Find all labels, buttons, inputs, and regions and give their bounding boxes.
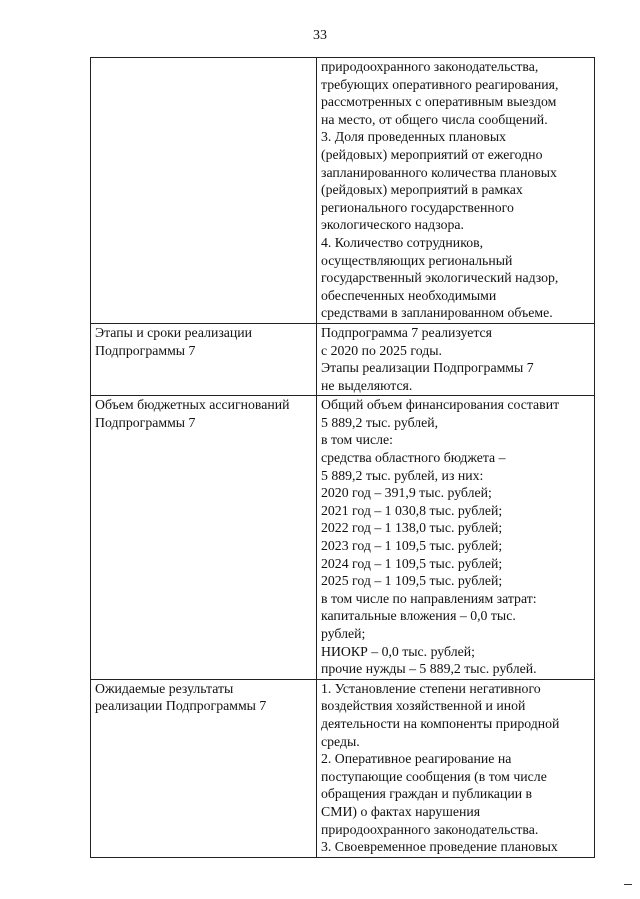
text-line: Подпрограммы 7 (95, 342, 196, 358)
text-line: СМИ) о фактах нарушения (321, 803, 481, 819)
row-value-cell (317, 323, 595, 395)
text-line: в том числе по направлениям затрат: (321, 590, 537, 606)
text-line: 2021 год – 1 030,8 тыс. рублей; (321, 502, 503, 518)
page-edge-mark (624, 884, 632, 885)
text-line: с 2020 по 2025 годы. (321, 342, 442, 358)
text-line: (рейдовых) мероприятий от ежегодно (321, 146, 543, 162)
text-line: поступающие сообщения (в том числе (321, 768, 547, 784)
text-line: Подпрограммы 7 (95, 414, 196, 430)
row-label-cell (91, 679, 317, 857)
text-line: капитальные вложения – 0,0 тыс. (321, 608, 516, 624)
text-line: рассмотренных с оперативным выездом (321, 94, 557, 110)
row-value-cell (317, 58, 595, 324)
text-line: экологического надзора. (321, 217, 464, 233)
text-line: обеспеченных необходимыми (321, 287, 497, 303)
text-line: среды. (321, 733, 360, 749)
text-line: деятельности на компоненты природной (321, 715, 560, 731)
table-row-indicators (91, 58, 595, 324)
text-line: Подпрограмма 7 реализуется (321, 324, 493, 340)
table-row-stages (91, 323, 595, 395)
text-line: в том числе: (321, 432, 393, 448)
text-line: запланированного количества плановых (321, 164, 557, 180)
text-line: природоохранного законодательства, (321, 59, 539, 74)
text-line: НИОКР – 0,0 тыс. рублей; (321, 643, 475, 659)
text-line: 5 889,2 тыс. рублей, (321, 414, 439, 430)
text-line: воздействия хозяйственной и иной (321, 698, 526, 714)
text-line: прочие нужды – 5 889,2 тыс. рублей. (321, 661, 537, 677)
text-line: 2. Оперативное реагирование на (321, 751, 512, 767)
text-line: 2024 год – 1 109,5 тыс. рублей; (321, 555, 503, 571)
row-value-cell (317, 679, 595, 857)
passport-table (90, 57, 595, 858)
table-row-budget (91, 396, 595, 680)
text-line: Ожидаемые результаты (95, 680, 234, 696)
text-line: 1. Установление степени негативного (321, 680, 541, 696)
text-line: 2023 год – 1 109,5 тыс. рублей; (321, 538, 503, 554)
text-line: 2022 год – 1 138,0 тыс. рублей; (321, 520, 503, 536)
text-line: 2025 год – 1 109,5 тыс. рублей; (321, 573, 503, 589)
text-line: регионального государственного (321, 199, 514, 215)
text-line: на место, от общего числа сообщений. (321, 111, 548, 127)
text-line: 3. Своевременное проведение плановых (321, 839, 558, 855)
text-line: 4. Количество сотрудников, (321, 234, 484, 250)
text-line: 5 889,2 тыс. рублей, из них: (321, 467, 484, 483)
text-line: средствами в запланированном объеме. (321, 305, 553, 321)
text-line: природоохранного законодательства. (321, 821, 539, 837)
text-line: 2020 год – 391,9 тыс. рублей; (321, 485, 492, 501)
text-line: (рейдовых) мероприятий в рамках (321, 182, 523, 198)
row-label-cell (91, 58, 317, 324)
text-line: 3. Доля проведенных плановых (321, 129, 507, 145)
text-line: реализации Подпрограммы 7 (95, 698, 267, 714)
text-line: государственный экологический надзор, (321, 270, 559, 286)
row-label-cell (91, 396, 317, 680)
text-line: Этапы и сроки реализации (95, 324, 253, 340)
text-line: осуществляющих региональный (321, 252, 513, 268)
text-line: рублей; (321, 626, 366, 641)
page-number: 33 (313, 28, 327, 43)
text-line: средства областного бюджета – (321, 450, 506, 466)
row-value-cell (317, 396, 595, 680)
text-line: не выделяются. (321, 377, 413, 393)
row-label-cell (91, 323, 317, 395)
text-line: Объем бюджетных ассигнований (95, 397, 290, 413)
text-line: требующих оперативного реагирования, (321, 76, 559, 92)
table-row-results (91, 679, 595, 857)
text-line: обращения граждан и публикации в (321, 786, 533, 802)
text-line: Этапы реализации Подпрограммы 7 (321, 360, 534, 376)
text-line: Общий объем финансирования составит (321, 397, 560, 413)
